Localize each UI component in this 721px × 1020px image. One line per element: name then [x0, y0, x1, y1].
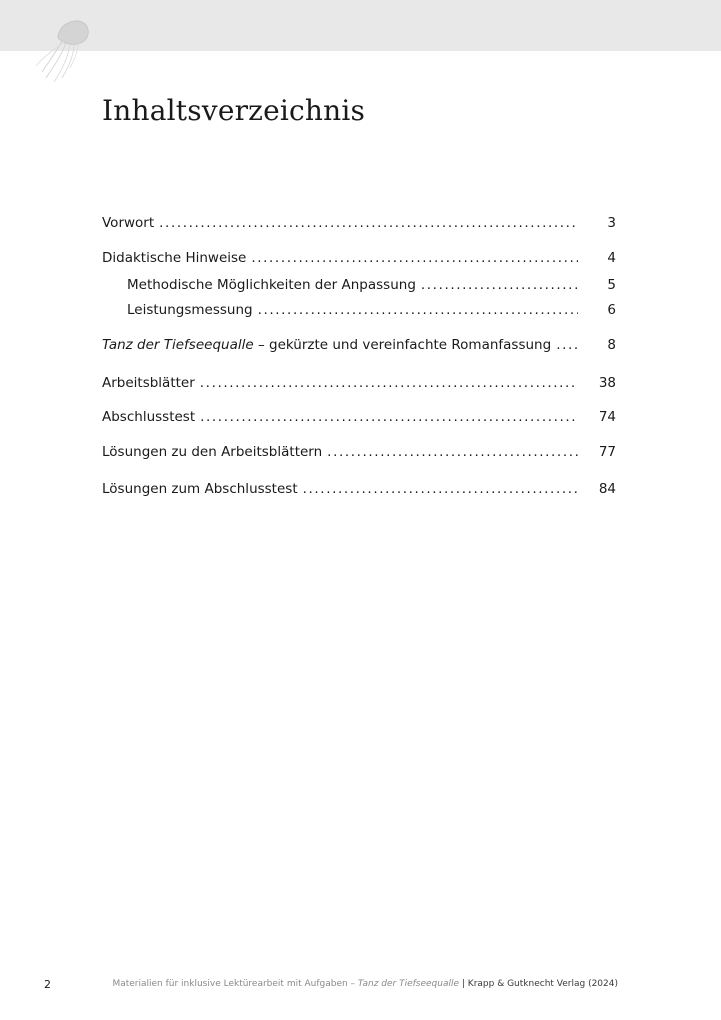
toc-entry-page: 3 [607, 215, 616, 231]
footer-page-number: 2 [44, 978, 51, 991]
toc-dot-leader [421, 276, 578, 294]
toc-entry-label: Methodische Möglichkeiten der Anpassung [127, 277, 416, 293]
toc-entry-page: 74 [598, 409, 616, 425]
toc-entry-leistungsmessung[interactable] [127, 301, 616, 319]
toc-entry-page: 8 [607, 337, 616, 353]
toc-entry-label: Vorwort [102, 215, 155, 231]
toc-dot-leader [327, 443, 578, 461]
toc-entry-label: Arbeitsblätter [102, 375, 195, 391]
toc-dot-leader [159, 214, 578, 232]
toc-dot-leader [258, 301, 578, 319]
footer-book-title: Tanz der Tiefseequalle [357, 979, 460, 989]
toc-entry-label: Lösungen zu den Arbeitsblättern [102, 444, 323, 460]
book-title: Tanz der Tiefseequalle [102, 337, 254, 353]
toc-entry-vorwort[interactable] [102, 214, 616, 232]
toc-dot-leader [200, 374, 578, 392]
footer-citation [112, 979, 618, 989]
toc-entry-loesungen-arbeitsblaetter[interactable] [102, 443, 616, 461]
toc-entry-page: 4 [607, 250, 616, 266]
toc-dot-leader [251, 249, 578, 267]
toc-entry-page: 6 [607, 302, 616, 318]
footer-publisher: Krapp & Gutknecht Verlag (2024) [467, 979, 618, 989]
toc-dot-leader [303, 480, 578, 498]
toc-entry-page: 5 [607, 277, 616, 293]
toc-entry-loesungen-abschlusstest[interactable] [102, 480, 616, 498]
toc-dot-leader [200, 408, 578, 426]
toc-entry-label: Lösungen zum Abschlusstest [102, 481, 298, 497]
toc-entry-label [102, 336, 551, 354]
toc-entry-label: Leistungsmessung [127, 302, 253, 318]
toc-entry-arbeitsblaetter[interactable] [102, 374, 616, 392]
jellyfish-icon [28, 16, 94, 88]
footer-separator: | [459, 979, 468, 989]
toc-entry-page: 77 [598, 444, 616, 460]
toc-entry-page: 84 [598, 481, 616, 497]
header-band [0, 0, 721, 51]
page-title: Inhaltsverzeichnis [102, 94, 366, 127]
toc-entry-page: 38 [598, 375, 616, 391]
toc-entry-romanfassung[interactable] [102, 336, 616, 354]
footer-text-prefix: Materialien für inklusive Lektürearbeit mit Aufgaben – [112, 979, 358, 989]
toc-entry-abschlusstest[interactable] [102, 408, 616, 426]
toc-entry-methodische-moeglichkeiten[interactable] [127, 276, 616, 294]
toc-entry-label-rest: – gekürzte und vereinfachte Romanfassung [253, 337, 552, 353]
toc-entry-label: Didaktische Hinweise [102, 250, 247, 266]
toc-entry-didaktische-hinweise[interactable] [102, 249, 616, 267]
toc-entry-label: Abschlusstest [102, 409, 196, 425]
toc-dot-leader [556, 336, 578, 354]
